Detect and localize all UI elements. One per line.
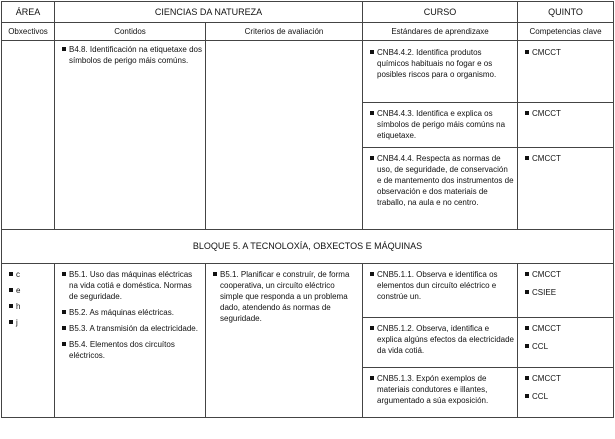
col-standards: Estándares de aprendizaxe (363, 23, 518, 41)
content-item: B5.2. As máquinas eléctricas. (57, 307, 205, 318)
b5-standard-cell (363, 264, 518, 318)
competence-item: CMCCT (520, 47, 613, 58)
table-row (2, 264, 614, 318)
objective-item: e (4, 285, 54, 296)
b5-standard-cell (363, 368, 518, 418)
b4-criteria-cell (206, 41, 363, 230)
b5-criteria-cell (206, 264, 363, 418)
col-contents: Contidos (55, 23, 206, 41)
b4-content-item: B4.8. Identificación na etiquetaxe dos símbolos de perigo máis comúns. (57, 44, 205, 66)
b5-objectives-cell (2, 264, 55, 418)
b4-competence-cell (518, 103, 614, 148)
header-row (2, 2, 614, 23)
col-competences: Competencias clave (518, 23, 614, 41)
curriculum-table (1, 1, 614, 418)
b5-competence-cell (518, 368, 614, 418)
b5-contents-cell (55, 264, 206, 418)
objective-item: c (4, 269, 54, 280)
block5-title: BLOQUE 5. A TECNOLOXÍA, OBXECTOS E MÁQUINAS (2, 230, 614, 264)
table-row (2, 41, 614, 103)
b4-competence-cell (518, 148, 614, 230)
competence-item: CMCCT (520, 323, 613, 334)
subject-title: CIENCIAS DA NATUREZA (55, 2, 363, 23)
area-label: ÁREA (2, 2, 55, 23)
competence-item: CMCCT (520, 373, 613, 384)
criteria-item: B5.1. Planificar e construír, de forma cooperativa, un circuíto eléctrico simple que responda a un problema dado, atendendo ás normas de seguridade. (208, 269, 362, 324)
column-header-row (2, 23, 614, 41)
b4-standard-cell (363, 103, 518, 148)
course-value: QUINTO (518, 2, 614, 23)
competence-item: CCL (520, 341, 613, 352)
b4-standard-cell (363, 148, 518, 230)
competence-item: CMCCT (520, 108, 613, 119)
content-item: B5.3. A transmisión da electricidade. (57, 323, 205, 334)
col-objectives: Obxectivos (2, 23, 55, 41)
objective-item: h (4, 301, 54, 312)
b5-competence-cell (518, 264, 614, 318)
b4-contents-cell (55, 41, 206, 230)
competence-item: CMCCT (520, 153, 613, 164)
objective-item: j (4, 317, 54, 328)
block-title-row (2, 230, 614, 264)
b4-competence-cell (518, 41, 614, 103)
standard-item: CNB5.1.3. Expón exemplos de materiais condutores e illantes, argumentado a súa exposición. (365, 373, 517, 406)
content-item: B5.4. Elementos dos circuítos eléctricos. (57, 339, 205, 361)
standard-item: CNB4.4.2. Identifica produtos químicos habituais no fogar e os posibles riscos para o organismo. (365, 47, 517, 80)
standard-item: CNB5.1.1. Observa e identifica os elementos dun circuíto eléctrico e constrúe un. (365, 269, 517, 302)
b5-competence-cell (518, 318, 614, 368)
standard-item: CNB5.1.2. Observa, identifica e explica algúns efectos da electricidade da vida cotiá. (365, 323, 517, 356)
content-item: B5.1. Uso das máquinas eléctricas na vida cotiá e doméstica. Normas de seguridade. (57, 269, 205, 302)
competence-item: CMCCT (520, 269, 613, 280)
b5-standard-cell (363, 318, 518, 368)
competence-item: CCL (520, 391, 613, 402)
col-criteria: Criterios de avaliación (206, 23, 363, 41)
b4-objectives-cell (2, 41, 55, 230)
b4-standard-cell (363, 41, 518, 103)
competence-item: CSIEE (520, 287, 613, 298)
standard-item: CNB4.4.3. Identifica e explica os símbolos de perigo máis comúns na etiquetaxe. (365, 108, 517, 141)
course-label: CURSO (363, 2, 518, 23)
standard-item: CNB4.4.4. Respecta as normas de uso, de seguridade, de conservación e de mantemento dos instrumentos de observación e dos materiais de traballo, na aula e no centro. (365, 153, 517, 208)
